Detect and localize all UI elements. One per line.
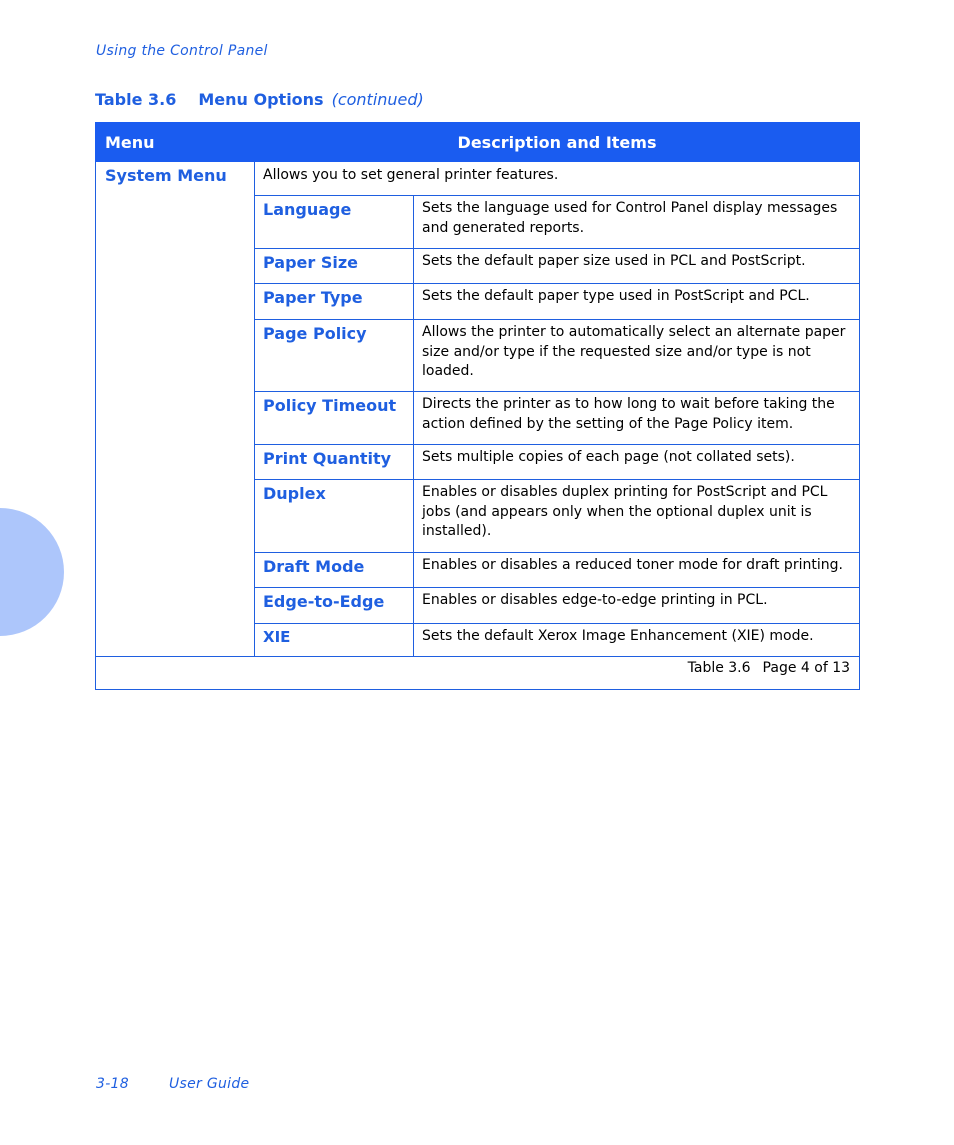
menu-options-table xyxy=(95,122,860,690)
item-name: XIE xyxy=(255,624,414,657)
table-continued: (continued) xyxy=(331,90,424,109)
item-description: Enables or disables duplex printing for PostScript and PCL jobs (and appears only when the optional duplex unit is installed). xyxy=(414,480,860,553)
table-ref: Table 3.6 xyxy=(687,660,751,676)
item-name: Edge-to-Edge xyxy=(255,588,414,624)
item-name: Duplex xyxy=(255,480,414,553)
item-description: Enables or disables a reduced toner mode for draft printing. xyxy=(414,553,860,588)
table-caption xyxy=(95,90,424,109)
page-number: 3-18 xyxy=(96,1076,129,1092)
item-description: Sets the default paper size used in PCL and PostScript. xyxy=(414,249,860,284)
chapter-side-tab xyxy=(0,508,64,636)
column-header-description: Description and Items xyxy=(255,123,860,162)
table-title: Menu Options xyxy=(198,90,324,109)
table-page-footer xyxy=(96,657,860,690)
menu-name-cell: System Menu xyxy=(96,162,255,657)
guide-title: User Guide xyxy=(168,1076,250,1092)
item-name: Language xyxy=(255,196,414,249)
item-description: Sets the language used for Control Panel display messages and generated reports. xyxy=(414,196,860,249)
item-name: Page Policy xyxy=(255,320,414,392)
item-name: Paper Type xyxy=(255,284,414,320)
table-number: Table 3.6 xyxy=(95,90,177,109)
item-description: Sets multiple copies of each page (not collated sets). xyxy=(414,445,860,480)
table-page-indicator: Page 4 of 13 xyxy=(762,660,851,676)
item-description: Sets the default Xerox Image Enhancement (XIE) mode. xyxy=(414,624,860,657)
item-name: Paper Size xyxy=(255,249,414,284)
item-description: Sets the default paper type used in PostScript and PCL. xyxy=(414,284,860,320)
item-name: Draft Mode xyxy=(255,553,414,588)
column-header-menu: Menu xyxy=(96,123,255,162)
running-foot xyxy=(96,1076,249,1092)
item-description: Enables or disables edge-to-edge printing in PCL. xyxy=(414,588,860,624)
running-head: Using the Control Panel xyxy=(96,43,268,59)
menu-description-cell: Allows you to set general printer features. xyxy=(255,162,860,196)
item-description: Allows the printer to automatically select an alternate paper size and/or type if the requested size and/or type is not loaded. xyxy=(414,320,860,392)
table-row xyxy=(96,162,860,196)
table-footer-row xyxy=(96,657,860,690)
table-header-row xyxy=(96,123,860,162)
item-description: Directs the printer as to how long to wait before taking the action defined by the setting of the Page Policy item. xyxy=(414,392,860,445)
item-name: Print Quantity xyxy=(255,445,414,480)
item-name: Policy Timeout xyxy=(255,392,414,445)
